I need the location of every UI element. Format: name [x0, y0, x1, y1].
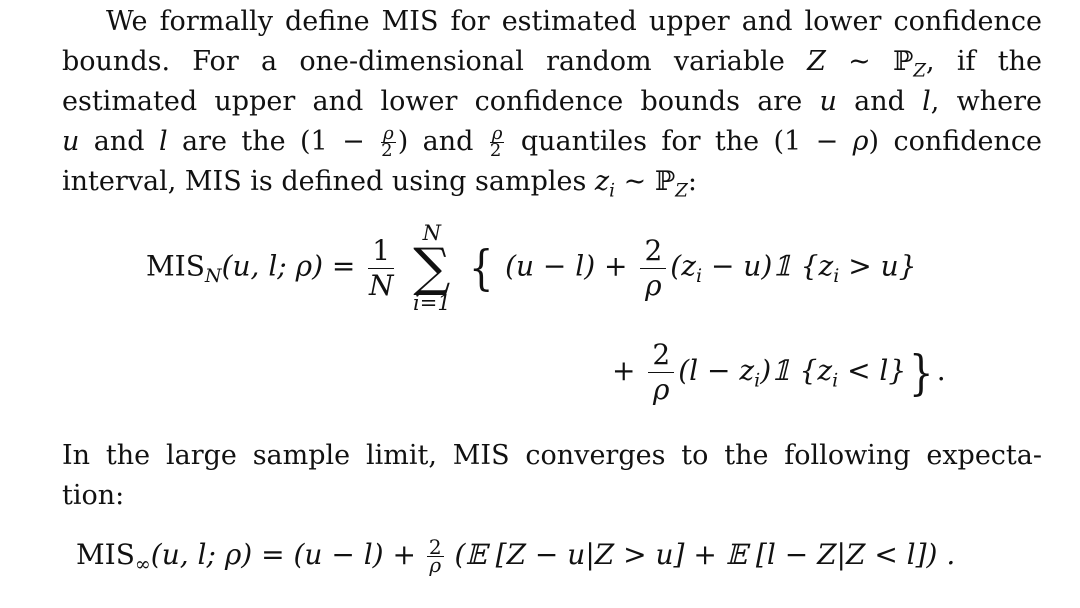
- eq-period: .: [936, 354, 946, 387]
- math-subscript: i: [609, 180, 616, 202]
- math-subscript: i: [833, 265, 840, 288]
- math-var: u: [819, 86, 837, 117]
- text-run: , where: [930, 86, 1043, 117]
- open-brace: {: [468, 240, 494, 296]
- text-run: interval, MIS is defined using samples: [62, 166, 595, 197]
- fraction-numerator: ρ: [383, 123, 394, 144]
- math-subscript: i: [832, 369, 839, 392]
- text-run: are the (1 −: [167, 126, 380, 157]
- math-var: u: [62, 126, 80, 157]
- summation-operator: [413, 222, 451, 314]
- eq-operator: +: [612, 354, 636, 387]
- inline-fraction: [489, 123, 505, 161]
- eq-term: (z: [670, 249, 696, 283]
- paragraph-line: [62, 436, 1042, 476]
- eq-fraction: [648, 338, 674, 407]
- eq-fraction: [368, 234, 394, 303]
- text-run: estimated upper and lower confidence bounds are: [62, 86, 820, 117]
- math-var: l: [922, 86, 931, 117]
- inline-fraction: [381, 123, 396, 161]
- eq-lhs-args: (u, l; ρ) =: [221, 249, 356, 283]
- fraction-numerator: 1: [368, 234, 394, 269]
- eq-term: )𝟙 {z: [760, 354, 833, 387]
- sum-lower-limit: i=1: [413, 291, 451, 315]
- paragraph-line: [62, 122, 1042, 162]
- eq-term: (l − z: [678, 354, 755, 387]
- fraction-denominator: 2: [381, 140, 393, 161]
- text-run: , if the: [926, 46, 1042, 77]
- fraction-denominator: 2: [489, 140, 502, 161]
- math-var: z: [594, 166, 610, 197]
- paragraph-line: [62, 476, 1042, 516]
- eq-term: (u − l) +: [505, 249, 628, 283]
- limit-paragraph: [62, 436, 1042, 516]
- math-subscript: i: [695, 265, 703, 288]
- sum-symbol: ∑: [413, 238, 451, 298]
- math-subscript: i: [754, 369, 761, 392]
- eq-term: > u}: [839, 249, 917, 283]
- fraction-denominator: ρ: [653, 373, 670, 406]
- text-run: In the large sample limit, MIS converges to the following expecta-: [62, 440, 1042, 471]
- math-var: ρ: [852, 126, 869, 157]
- math-subscript: Z: [913, 60, 927, 82]
- fraction-numerator: 2: [640, 234, 666, 269]
- fraction-denominator: ρ: [429, 553, 442, 577]
- eq-lhs-subscript: N: [204, 265, 222, 288]
- mis-definition-equation-line2: [612, 338, 946, 407]
- mis-definition-equation: [146, 222, 916, 314]
- fraction-denominator: N: [368, 268, 394, 302]
- eq-term: − u)𝟙 {z: [702, 249, 834, 283]
- text-run: tion:: [62, 480, 125, 511]
- text-run: ) confidence: [868, 126, 1042, 157]
- paragraph-line: [62, 162, 1042, 202]
- text-run: ) and: [397, 126, 488, 157]
- paragraph-line: [62, 42, 1042, 82]
- text-run: We formally define MIS for estimated upper and lower confidence: [106, 6, 1042, 37]
- definition-paragraph: [62, 2, 1042, 202]
- text-run: ~ ℙ: [825, 46, 914, 77]
- paragraph-line: [62, 2, 1042, 42]
- eq-term: (u, l; ρ) = (u − l) +: [150, 538, 416, 571]
- fraction-numerator: 2: [428, 535, 442, 559]
- math-var: l: [158, 126, 168, 157]
- text-run: :: [687, 166, 697, 197]
- text-run: quantiles for the (1 −: [506, 126, 853, 157]
- fraction-denominator: ρ: [645, 268, 662, 302]
- eq-lhs-name: MIS: [146, 249, 205, 283]
- fraction-numerator: 2: [648, 338, 674, 373]
- eq-term: < l}: [838, 354, 907, 387]
- text-run: and: [836, 86, 923, 117]
- sum-upper-limit: N: [422, 221, 442, 245]
- close-brace: }: [909, 344, 934, 401]
- eq-lhs-subscript: ∞: [134, 553, 151, 576]
- text-run: ~ ℙ: [615, 166, 676, 197]
- paragraph-line: [62, 82, 1042, 122]
- math-subscript: Z: [675, 180, 688, 202]
- text-run: bounds. For a one-dimensional random variable: [62, 46, 808, 77]
- eq-fraction: [640, 234, 666, 303]
- eq-term: (𝔼 [Z − u|Z > u] + 𝔼 [l − Z|Z < l]) .: [454, 538, 956, 571]
- fraction-numerator: ρ: [491, 123, 503, 144]
- text-run: and: [79, 126, 159, 157]
- eq-fraction: [427, 535, 444, 577]
- math-var: Z: [807, 46, 826, 77]
- mis-limit-equation: [76, 535, 956, 577]
- eq-lhs-name: MIS: [76, 538, 135, 571]
